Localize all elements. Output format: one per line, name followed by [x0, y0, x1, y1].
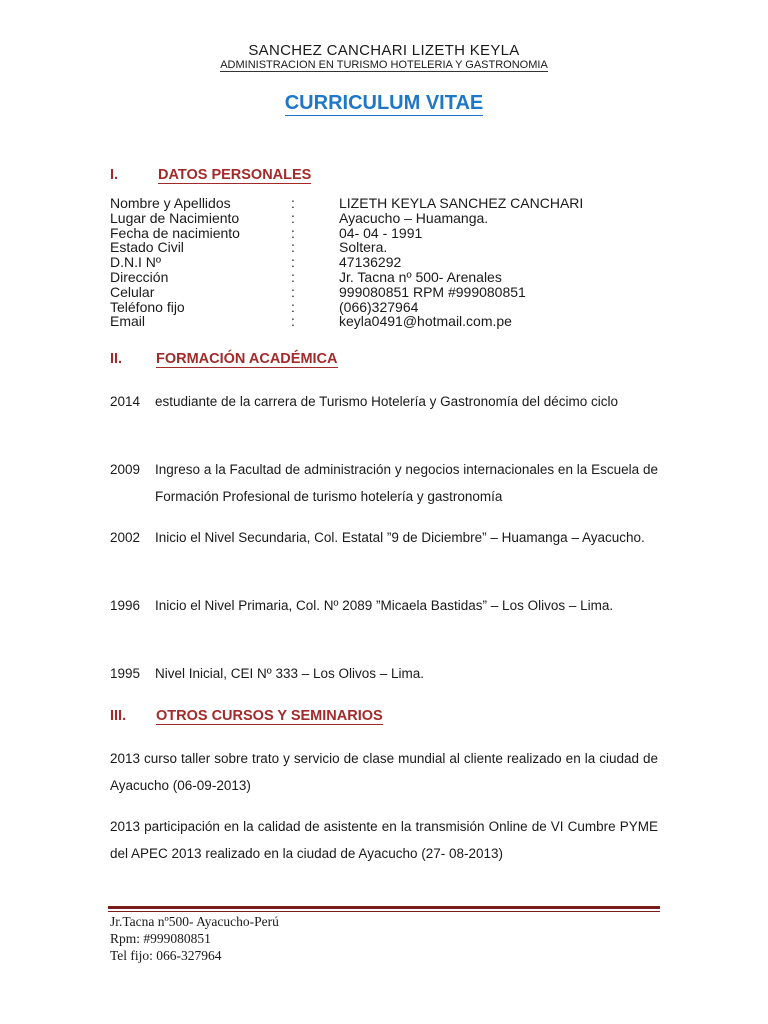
section-title: OTROS CURSOS Y SEMINARIOS [156, 708, 383, 724]
section-number: III. [110, 708, 127, 724]
section-number: I. [110, 167, 119, 183]
course-item: 2013 participación en la calidad de asistente en la transmisión Online de VI Cumbre PYME del APEC 2013 realizado en la ciudad de Ayacucho (27- 08-2013) [110, 819, 658, 861]
field-value: 999080851 RPM #999080851 [339, 283, 526, 300]
education-year: 2014 [110, 394, 141, 409]
personal-row-name [110, 196, 670, 211]
field-separator: : [291, 195, 295, 211]
education-year: 2002 [110, 530, 141, 545]
document-title-text: CURRICULUM VITAE [284, 92, 484, 114]
section-heading-courses [110, 708, 383, 724]
field-separator: : [291, 268, 295, 285]
section-heading-personal [110, 167, 312, 183]
education-text: Inicio el Nivel Primaria, Col. Nº 2089 ”Micaela Bastidas” – Los Olivos – Lima. [155, 598, 614, 613]
personal-row-landline [110, 300, 670, 315]
header-name: SANCHEZ CANCHARI LIZETH KEYLA [248, 42, 520, 59]
field-separator: : [291, 239, 295, 256]
education-item [110, 524, 658, 551]
footer-rule-thin [108, 911, 660, 912]
education-text: Nivel Inicial, CEI Nº 333 – Los Olivos – Lima. [155, 666, 425, 681]
field-separator: : [291, 224, 295, 241]
education-item [110, 592, 658, 619]
personal-row-birthdate [110, 226, 670, 241]
education-item [110, 660, 658, 687]
personal-row-email [110, 314, 670, 329]
field-separator: : [291, 254, 295, 271]
education-text: Ingreso a la Facultad de administración y negocios internacionales en la Escuela de Formación Profesional de turismo hotelería y gastronomía [155, 462, 658, 504]
field-value: Soltera. [339, 239, 388, 256]
section-number: II. [110, 351, 123, 367]
field-label: Lugar de Nacimiento [110, 209, 240, 226]
field-value: LIZETH KEYLA SANCHEZ CANCHARI [339, 195, 584, 211]
personal-row-address [110, 270, 670, 285]
education-year: 2009 [110, 462, 141, 477]
field-label: D.N.I Nº [110, 254, 162, 271]
field-label: Celular [110, 283, 155, 300]
field-value: 04- 04 - 1991 [339, 224, 423, 241]
field-value: (066)327964 [339, 298, 419, 315]
field-label: Nombre y Apellidos [110, 195, 231, 211]
education-text: Inicio el Nivel Secundaria, Col. Estatal ”9 de Diciembre” – Huamanga – Ayacucho. [155, 530, 645, 545]
course-item: 2013 curso taller sobre trato y servicio de clase mundial al cliente realizado en la ciudad de Ayacucho (06-09-2013) [110, 751, 658, 793]
field-separator: : [291, 209, 295, 226]
personal-row-civil-status [110, 240, 670, 255]
footer-rpm: Rpm: #999080851 [110, 931, 211, 946]
field-separator: : [291, 298, 295, 315]
field-separator: : [291, 313, 295, 330]
education-year: 1995 [110, 666, 141, 681]
field-separator: : [291, 283, 295, 300]
field-label: Teléfono fijo [110, 298, 185, 315]
footer-rule-thick [108, 906, 660, 909]
header-career-text: ADMINISTRACION EN TURISMO HOTELERIA Y GASTRONOMIA [220, 59, 548, 71]
education-item [110, 456, 658, 510]
field-label: Estado Civil [110, 239, 184, 256]
footer-address: Jr.Tacna nº500- Ayacucho-Perú [110, 914, 279, 929]
education-year: 1996 [110, 598, 141, 613]
field-value: keyla0491@hotmail.com.pe [339, 313, 512, 330]
field-value: 47136292 [339, 254, 402, 271]
personal-data-list [110, 196, 670, 329]
section-title: DATOS PERSONALES [158, 167, 312, 183]
personal-row-dni [110, 255, 670, 270]
field-label: Email [110, 313, 146, 330]
personal-row-birthplace [110, 211, 670, 226]
field-value: Jr. Tacna nº 500- Arenales [339, 268, 502, 285]
field-label: Dirección [110, 268, 169, 285]
header-career [0, 59, 768, 71]
document-title [0, 92, 768, 115]
field-label: Fecha de nacimiento [110, 224, 240, 241]
section-title: FORMACIÓN ACADÉMICA [156, 351, 338, 367]
footer-phone: Tel fijo: 066-327964 [110, 948, 222, 963]
education-item [110, 388, 658, 415]
field-value: Ayacucho – Huamanga. [339, 209, 489, 226]
section-heading-education [110, 351, 338, 367]
education-text: estudiante de la carrera de Turismo Hotelería y Gastronomía del décimo ciclo [155, 394, 618, 409]
personal-row-mobile [110, 285, 670, 300]
